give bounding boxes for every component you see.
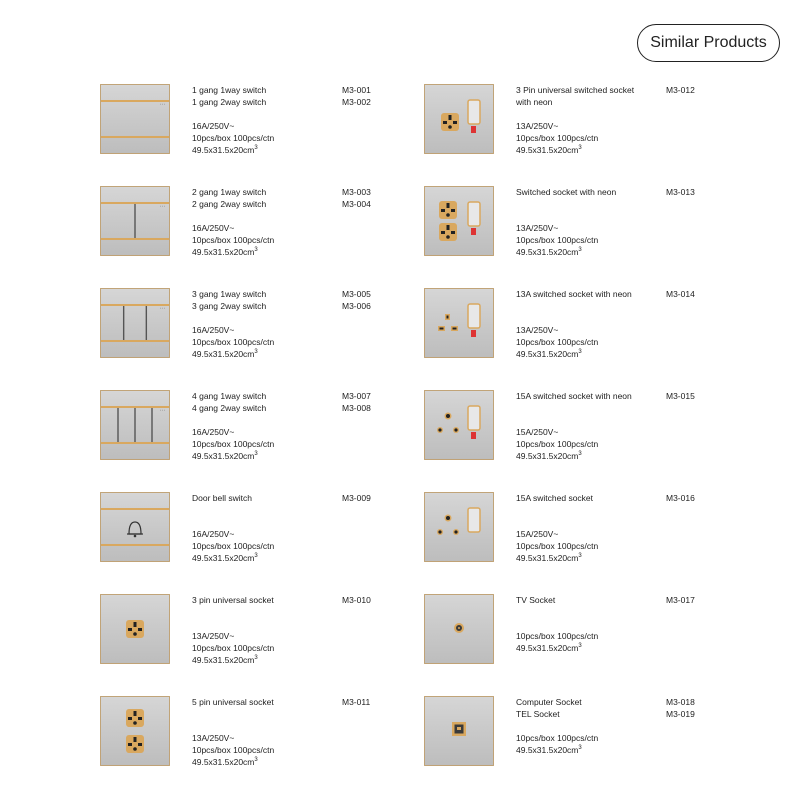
dimensions-exponent: 3 bbox=[578, 553, 582, 559]
product-name: 3 gang 2way switch bbox=[192, 301, 267, 311]
product-code: M3-006 bbox=[342, 301, 371, 311]
product-rating: 15A/250V~ bbox=[516, 529, 559, 539]
dimensions-exponent: 3 bbox=[254, 553, 258, 559]
product-packing: 10pcs/box 100pcs/ctn bbox=[516, 337, 599, 347]
product-rating: 13A/250V~ bbox=[192, 631, 235, 641]
product-dimensions bbox=[192, 450, 372, 462]
product-codes bbox=[342, 696, 370, 708]
product-rating: 13A/250V~ bbox=[516, 325, 559, 335]
product-codes bbox=[666, 186, 695, 198]
product-name: 1 gang 2way switch bbox=[192, 97, 267, 107]
product-packing: 10pcs/box 100pcs/ctn bbox=[516, 631, 599, 641]
product-rating: 13A/250V~ bbox=[192, 733, 235, 743]
dimensions-exponent: 3 bbox=[254, 655, 258, 661]
product-info bbox=[516, 492, 666, 564]
product-codes bbox=[666, 594, 695, 606]
product-info bbox=[516, 84, 666, 156]
product-name: 3 pin universal socket bbox=[192, 595, 274, 605]
svg-text:• • •: • • • bbox=[160, 408, 165, 412]
switch-2-gang-icon bbox=[100, 186, 170, 256]
product-info bbox=[516, 186, 666, 258]
product-dimensions bbox=[516, 552, 666, 564]
svg-text:• • •: • • • bbox=[160, 204, 165, 208]
product-info bbox=[516, 696, 666, 756]
product-codes bbox=[666, 84, 695, 96]
product-name: 1 gang 1way switch bbox=[192, 85, 267, 95]
spacer bbox=[516, 198, 666, 210]
dimensions-exponent: 3 bbox=[578, 349, 582, 355]
product-packing: 10pcs/box 100pcs/ctn bbox=[516, 439, 599, 449]
product-packing: 10pcs/box 100pcs/ctn bbox=[192, 235, 275, 245]
spacer bbox=[516, 516, 666, 528]
dimensions-value: 49.5x31.5x20cm bbox=[192, 349, 255, 359]
product-name: 3 gang 1way switch bbox=[192, 289, 267, 299]
product-codes bbox=[342, 186, 371, 210]
similar-products-button[interactable]: Similar Products bbox=[637, 24, 780, 62]
product-code: M3-019 bbox=[666, 709, 695, 719]
switched-multi-socket-icon bbox=[424, 186, 494, 256]
switched-15a-socket-neon-icon bbox=[424, 390, 494, 460]
dimensions-value: 49.5x31.5x20cm bbox=[516, 745, 579, 755]
product-codes bbox=[342, 390, 371, 414]
product-code: M3-001 bbox=[342, 85, 371, 95]
product-dimensions bbox=[516, 144, 666, 156]
product-codes bbox=[342, 84, 371, 108]
switched-universal-socket-icon bbox=[424, 84, 494, 154]
spacer bbox=[516, 618, 666, 630]
product-code: M3-008 bbox=[342, 403, 371, 413]
switch-4-gang-icon bbox=[100, 390, 170, 460]
product-name: 4 gang 1way switch bbox=[192, 391, 267, 401]
product-code: M3-005 bbox=[342, 289, 371, 299]
product-codes bbox=[666, 696, 695, 720]
spacer bbox=[516, 504, 666, 516]
computer-tel-socket-icon bbox=[424, 696, 494, 766]
dimensions-value: 49.5x31.5x20cm bbox=[516, 451, 579, 461]
product-packing: 10pcs/box 100pcs/ctn bbox=[192, 133, 275, 143]
spacer bbox=[516, 402, 666, 414]
product-codes bbox=[342, 492, 371, 504]
product-name: with neon bbox=[516, 97, 553, 107]
product-code: M3-012 bbox=[666, 85, 695, 95]
product-packing: 10pcs/box 100pcs/ctn bbox=[516, 733, 599, 743]
product-name: TV Socket bbox=[516, 595, 556, 605]
product-code: M3-015 bbox=[666, 391, 695, 401]
product-rating: 13A/250V~ bbox=[516, 121, 559, 131]
product-code: M3-014 bbox=[666, 289, 695, 299]
product-code: M3-013 bbox=[666, 187, 695, 197]
product-code: M3-010 bbox=[342, 595, 371, 605]
product-packing: 10pcs/box 100pcs/ctn bbox=[192, 643, 275, 653]
dimensions-exponent: 3 bbox=[254, 247, 258, 253]
product-rating: 16A/250V~ bbox=[192, 529, 235, 539]
dimensions-value: 49.5x31.5x20cm bbox=[516, 553, 579, 563]
spacer bbox=[516, 606, 666, 618]
dimensions-exponent: 3 bbox=[254, 757, 258, 763]
product-dimensions bbox=[192, 552, 372, 564]
product-codes bbox=[342, 288, 371, 312]
dimensions-exponent: 3 bbox=[254, 145, 258, 151]
product-name: Switched socket with neon bbox=[516, 187, 617, 197]
dimensions-exponent: 3 bbox=[578, 643, 582, 649]
product-packing: 10pcs/box 100pcs/ctn bbox=[516, 133, 599, 143]
doorbell-switch-icon bbox=[100, 492, 170, 562]
product-name: 15A switched socket bbox=[516, 493, 594, 503]
spacer bbox=[192, 108, 372, 120]
product-dimensions bbox=[192, 654, 372, 666]
dimensions-exponent: 3 bbox=[254, 451, 258, 457]
product-code: M3-018 bbox=[666, 697, 695, 707]
product-name: 2 gang 1way switch bbox=[192, 187, 267, 197]
svg-text:• • •: • • • bbox=[160, 102, 165, 106]
spacer bbox=[516, 300, 666, 312]
dimensions-exponent: 3 bbox=[254, 349, 258, 355]
dimensions-value: 49.5x31.5x20cm bbox=[192, 553, 255, 563]
product-code: M3-002 bbox=[342, 97, 371, 107]
svg-text:• • •: • • • bbox=[160, 306, 165, 310]
product-dimensions bbox=[192, 756, 372, 768]
product-name: 3 Pin universal switched socket bbox=[516, 85, 635, 95]
dimensions-value: 49.5x31.5x20cm bbox=[516, 349, 579, 359]
product-packing: 10pcs/box 100pcs/ctn bbox=[192, 745, 275, 755]
spacer bbox=[516, 414, 666, 426]
product-name: Door bell switch bbox=[192, 493, 252, 503]
spacer bbox=[192, 516, 372, 528]
dimensions-value: 49.5x31.5x20cm bbox=[192, 757, 255, 767]
product-packing: 10pcs/box 100pcs/ctn bbox=[192, 337, 275, 347]
product-name: Computer Socket bbox=[516, 697, 582, 707]
product-dimensions bbox=[516, 246, 666, 258]
product-name: 4 gang 2way switch bbox=[192, 403, 267, 413]
dimensions-exponent: 3 bbox=[578, 247, 582, 253]
product-info bbox=[516, 594, 666, 654]
spacer bbox=[516, 312, 666, 324]
spacer bbox=[192, 414, 372, 426]
product-packing: 10pcs/box 100pcs/ctn bbox=[516, 235, 599, 245]
product-codes bbox=[666, 390, 695, 402]
product-name: 13A switched socket with neon bbox=[516, 289, 632, 299]
switch-3-gang-icon bbox=[100, 288, 170, 358]
dimensions-exponent: 3 bbox=[578, 451, 582, 457]
product-rating: 16A/250V~ bbox=[192, 325, 235, 335]
product-code: M3-016 bbox=[666, 493, 695, 503]
product-packing: 10pcs/box 100pcs/ctn bbox=[192, 439, 275, 449]
switched-15a-socket-icon bbox=[424, 492, 494, 562]
product-rating: 15A/250V~ bbox=[516, 427, 559, 437]
dimensions-exponent: 3 bbox=[578, 145, 582, 151]
spacer bbox=[192, 504, 372, 516]
product-codes bbox=[666, 492, 695, 504]
product-codes bbox=[666, 288, 695, 300]
product-rating: 13A/250V~ bbox=[516, 223, 559, 233]
spacer bbox=[192, 312, 372, 324]
spacer bbox=[192, 606, 372, 618]
product-rating: 16A/250V~ bbox=[192, 223, 235, 233]
dimensions-value: 49.5x31.5x20cm bbox=[192, 451, 255, 461]
universal-socket-3pin-icon bbox=[100, 594, 170, 664]
product-dimensions bbox=[516, 744, 666, 756]
dimensions-value: 49.5x31.5x20cm bbox=[516, 643, 579, 653]
dimensions-value: 49.5x31.5x20cm bbox=[516, 247, 579, 257]
product-code: M3-017 bbox=[666, 595, 695, 605]
spacer bbox=[516, 108, 666, 120]
dimensions-exponent: 3 bbox=[578, 745, 582, 751]
product-rating: 16A/250V~ bbox=[192, 427, 235, 437]
switched-13a-socket-icon bbox=[424, 288, 494, 358]
spacer bbox=[192, 210, 372, 222]
dimensions-value: 49.5x31.5x20cm bbox=[192, 145, 255, 155]
product-dimensions bbox=[516, 450, 666, 462]
product-code: M3-011 bbox=[342, 697, 371, 707]
product-name: 2 gang 2way switch bbox=[192, 199, 267, 209]
spacer bbox=[516, 720, 666, 732]
product-code: M3-009 bbox=[342, 493, 371, 503]
product-codes bbox=[342, 594, 371, 606]
product-name: 15A switched socket with neon bbox=[516, 391, 632, 401]
product-name: TEL Socket bbox=[516, 709, 560, 719]
switch-1-gang-icon bbox=[100, 84, 170, 154]
product-info bbox=[516, 288, 666, 360]
dimensions-value: 49.5x31.5x20cm bbox=[516, 145, 579, 155]
product-code: M3-004 bbox=[342, 199, 371, 209]
product-dimensions bbox=[516, 642, 666, 654]
spacer bbox=[516, 210, 666, 222]
dimensions-value: 49.5x31.5x20cm bbox=[192, 655, 255, 665]
spacer bbox=[192, 618, 372, 630]
product-dimensions bbox=[192, 144, 372, 156]
product-info bbox=[516, 390, 666, 462]
dimensions-value: 49.5x31.5x20cm bbox=[192, 247, 255, 257]
tv-socket-icon bbox=[424, 594, 494, 664]
product-rating: 16A/250V~ bbox=[192, 121, 235, 131]
universal-socket-5pin-icon bbox=[100, 696, 170, 766]
product-code: M3-007 bbox=[342, 391, 371, 401]
product-dimensions bbox=[516, 348, 666, 360]
product-dimensions bbox=[192, 348, 372, 360]
product-packing: 10pcs/box 100pcs/ctn bbox=[516, 541, 599, 551]
product-packing: 10pcs/box 100pcs/ctn bbox=[192, 541, 275, 551]
product-dimensions bbox=[192, 246, 372, 258]
spacer bbox=[192, 720, 372, 732]
spacer bbox=[192, 708, 372, 720]
product-name: 5 pin universal socket bbox=[192, 697, 274, 707]
product-code: M3-003 bbox=[342, 187, 371, 197]
